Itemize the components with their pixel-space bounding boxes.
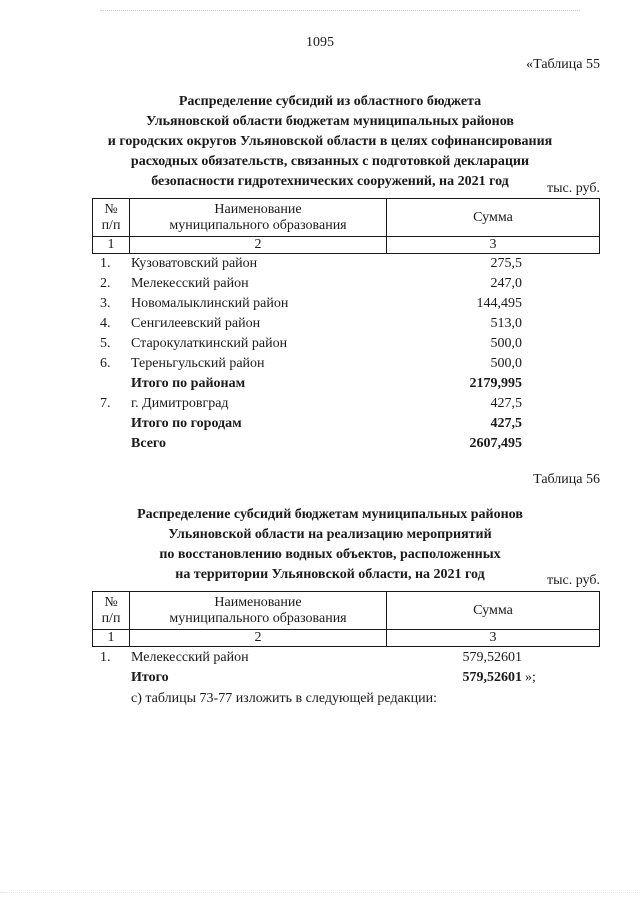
row-number: 4. (100, 316, 111, 331)
row-name: Итого по городам (131, 416, 242, 431)
row-name: Всего (131, 436, 166, 451)
row-name: Мелекесский район (131, 650, 249, 665)
row-sum: 2607,495 (469, 436, 522, 451)
row-sum: 500,0 (490, 356, 522, 371)
table55-title-line: Ульяновской области бюджетам муниципальных районов (146, 114, 514, 129)
table55-title-line: Распределение субсидий из областного бюджета (178, 94, 482, 109)
col-number: 1 (93, 237, 130, 254)
header-name-cell (130, 199, 387, 237)
row-sum: 247,0 (490, 276, 522, 291)
row-sum: 427,5 (490, 396, 522, 411)
table56-title-line: по восстановлению водных объектов, расположенных (159, 547, 501, 562)
row-name: г. Димитровград (131, 396, 229, 411)
table56-label: Таблица 56 (533, 472, 600, 487)
header-num-cell (93, 199, 130, 237)
table55-header (92, 198, 600, 254)
row-name: Новомалыклинский район (131, 296, 289, 311)
closing-paragraph: с) таблицы 73-77 изложить в следующей редакции: (131, 691, 437, 706)
row-name: Кузоватовский район (131, 256, 258, 271)
header-sum-cell: Сумма (387, 199, 600, 237)
row-number: 1. (100, 256, 111, 271)
table56-header (92, 591, 600, 647)
row-name: Мелекесский район (131, 276, 249, 291)
row-number: 1. (100, 650, 111, 665)
col-number: 3 (387, 237, 600, 254)
row-number: 6. (100, 356, 111, 371)
header-name-sublabel: муниципального образования (169, 610, 347, 626)
table56-title-line: на территории Ульяновской области, на 2021 год (175, 567, 485, 582)
col-number: 3 (387, 630, 600, 647)
row-sum: 579,52601 (462, 650, 522, 665)
total-row (100, 376, 600, 396)
table-row (100, 356, 600, 376)
table-row (100, 650, 600, 670)
table55-label: «Таблица 55 (526, 57, 600, 72)
row-name: Сенгилеевский район (131, 316, 261, 331)
header-sum-cell: Сумма (387, 592, 600, 630)
header-name-label: Наименование (214, 201, 302, 217)
row-sum: 144,495 (476, 296, 522, 311)
table-row (100, 256, 600, 276)
header-name-cell (130, 592, 387, 630)
row-sum: 2179,995 (469, 376, 522, 391)
table-row (100, 296, 600, 316)
scan-artifact-bottom (0, 892, 640, 893)
row-name: Итого (131, 670, 169, 685)
table-row (100, 316, 600, 336)
table-row (100, 396, 600, 416)
table55-title-line: и городских округов Ульяновской области в целях софинансирования (107, 134, 553, 149)
total-row (100, 670, 600, 690)
table55-title-line: безопасности гидротехнических сооружений, на 2021 год (151, 174, 509, 189)
total-row (100, 436, 600, 456)
header-name-label: Наименование (214, 594, 302, 610)
total-row (100, 416, 600, 436)
row-number: 3. (100, 296, 111, 311)
row-sum: 513,0 (490, 316, 522, 331)
header-name-sublabel: муниципального образования (169, 217, 347, 233)
row-name: Старокулаткинский район (131, 336, 288, 351)
table-row (100, 276, 600, 296)
table55-units: тыс. руб. (547, 181, 600, 196)
row-sum: 275,5 (490, 256, 522, 271)
page-number: 1095 (306, 35, 334, 50)
row-name: Тереньгульский район (131, 356, 265, 371)
row-number: 2. (100, 276, 111, 291)
col-number: 2 (130, 630, 387, 647)
row-sum: 427,5 (490, 416, 522, 431)
header-num-cell (93, 592, 130, 630)
row-number: 7. (100, 396, 111, 411)
scan-artifact-top (100, 10, 580, 11)
header-num-label: № (104, 594, 118, 610)
header-num-sublabel: п/п (101, 610, 121, 626)
table-row (100, 336, 600, 356)
table55-title (70, 92, 590, 192)
header-num-label: № (104, 201, 118, 217)
header-num-sublabel: п/п (101, 217, 121, 233)
row-number: 5. (100, 336, 111, 351)
row-name: Итого по районам (131, 376, 246, 391)
table56-title-line: Распределение субсидий бюджетам муниципальных районов (137, 507, 523, 522)
row-sum: 500,0 (490, 336, 522, 351)
table56-title (70, 505, 590, 585)
table56-title-line: Ульяновской области на реализацию мероприятий (168, 527, 492, 542)
table56-units: тыс. руб. (547, 573, 600, 588)
table55-title-line: расходных обязательств, связанных с подготовкой декларации (130, 154, 530, 169)
row-suffix: »; (525, 670, 536, 685)
col-number: 1 (93, 630, 130, 647)
col-number: 2 (130, 237, 387, 254)
row-sum: 579,52601 (462, 670, 522, 685)
